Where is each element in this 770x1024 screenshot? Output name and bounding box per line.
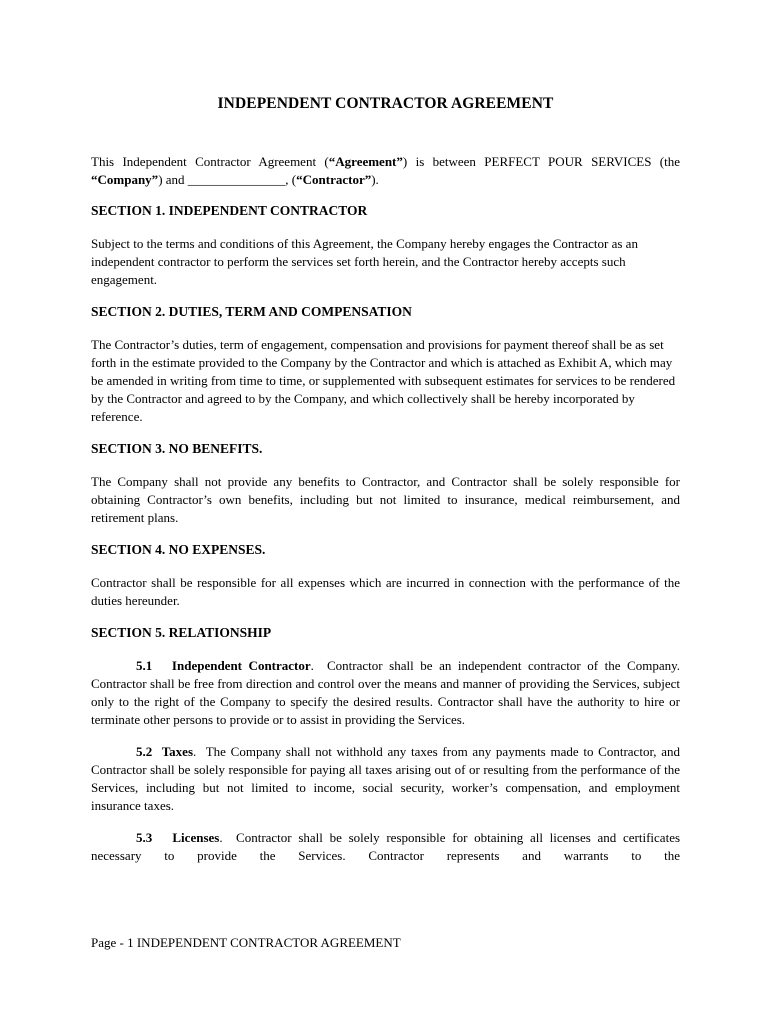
section-3-heading: SECTION 3. NO BENEFITS. <box>91 441 263 456</box>
subsection-5-3: 5.3 Licenses. Contractor shall be solely responsible for obtaining all licenses and certificates necessary to provide the Services. Contractor represents and warrants to the <box>91 830 681 863</box>
subsection-5-3-title: Licenses <box>172 830 220 845</box>
section-1-heading: SECTION 1. INDEPENDENT CONTRACTOR <box>91 203 368 218</box>
intro-text-1: This Independent Contractor Agreement ( <box>91 154 329 169</box>
subsection-5-2-title: Taxes <box>161 744 194 759</box>
intro-text-3: ) and _______________, ( <box>158 172 297 187</box>
subsection-5-1-title: Independent Contractor <box>171 658 311 673</box>
intro-text-4: ). <box>371 172 379 187</box>
section-4-body: Contractor shall be responsible for all expenses which are incurred in connection with the performance of the duties hereunder. <box>91 575 680 608</box>
subsection-5-2-number: 5.2 <box>136 744 153 759</box>
company-defined-term: “Company” <box>91 172 159 187</box>
intro-paragraph <box>91 153 680 189</box>
subsection-5-3-body: Contractor shall be solely responsible for obtaining all licenses and certificates necessary to provide the Services. Contractor represents and warrants to the <box>91 830 681 863</box>
subsection-5-1-body: Contractor shall be an independent contractor of the Company. Contractor shall be free from direction and control over the means and manner of providing the Services, subject only to the right of the Company to specify the desired results. Contractor shall have the authority to hire or terminate other persons to provide or to assist in providing the Services. <box>91 658 681 727</box>
section-5-heading: SECTION 5. RELATIONSHIP <box>91 625 272 640</box>
document-body <box>91 95 680 865</box>
section-3-body: The Company shall not provide any benefits to Contractor, and Contractor shall be solely responsible for obtaining Contractor’s own benefits, including but not limited to insurance, medical reimbursement, and retirement plans. <box>91 474 680 525</box>
subsection-5-2-body: The Company shall not withhold any taxes from any payments made to Contractor, and Contractor shall be solely responsible for paying all taxes arising out of or resulting from the performance of the Services, including but not limited to income, social security, worker’s compensation, and employment insurance taxes. <box>91 744 680 813</box>
document-title: INDEPENDENT CONTRACTOR AGREEMENT <box>217 95 554 112</box>
section-2-body: The Contractor’s duties, term of engagement, compensation and provisions for payment thereof shall be as set forth in the estimate provided to the Company by the Contractor and which is attached as Exhibit A, which may be amended in writing from time to time, or supplemented with subsequent estimates for services to be rendered by the Contractor and agreed to by the Company, and which collectively shall be hereby incorporated by reference. <box>91 337 676 424</box>
section-1-body: Subject to the terms and conditions of this Agreement, the Company hereby engages the Contractor as an independent contractor to perform the services set forth herein, and the Contractor hereby accepts such engagement. <box>91 236 638 287</box>
section-2-heading: SECTION 2. DUTIES, TERM AND COMPENSATION <box>91 304 412 319</box>
agreement-defined-term: “Agreement” <box>328 154 403 169</box>
subsection-5-1: 5.1 Independent Contractor. Contractor shall be an independent contractor of the Company. Contractor shall be free from direction and control over the means and manner of providing the Services, subject only to the right of the Company to specify the desired results. Contractor shall have the authority to hire or terminate other persons to provide or to assist in providing the Services. <box>91 658 681 727</box>
page-footer: Page - 1 INDEPENDENT CONTRACTOR AGREEMENT <box>91 935 401 950</box>
subsection-5-2: 5.2 Taxes. The Company shall not withhold any taxes from any payments made to Contractor, and Contractor shall be solely responsible for paying all taxes arising out of or resulting from the performance of the Services, including but not limited to income, social security, worker’s compensation, and employment insurance taxes. <box>91 744 680 813</box>
contractor-defined-term: “Contractor” <box>296 172 372 187</box>
section-4-heading: SECTION 4. NO EXPENSES. <box>91 542 266 557</box>
subsection-5-3-number: 5.3 <box>136 830 153 845</box>
intro-text-2: ) is between PERFECT POUR SERVICES (the <box>402 154 680 169</box>
subsection-5-1-number: 5.1 <box>136 658 153 673</box>
